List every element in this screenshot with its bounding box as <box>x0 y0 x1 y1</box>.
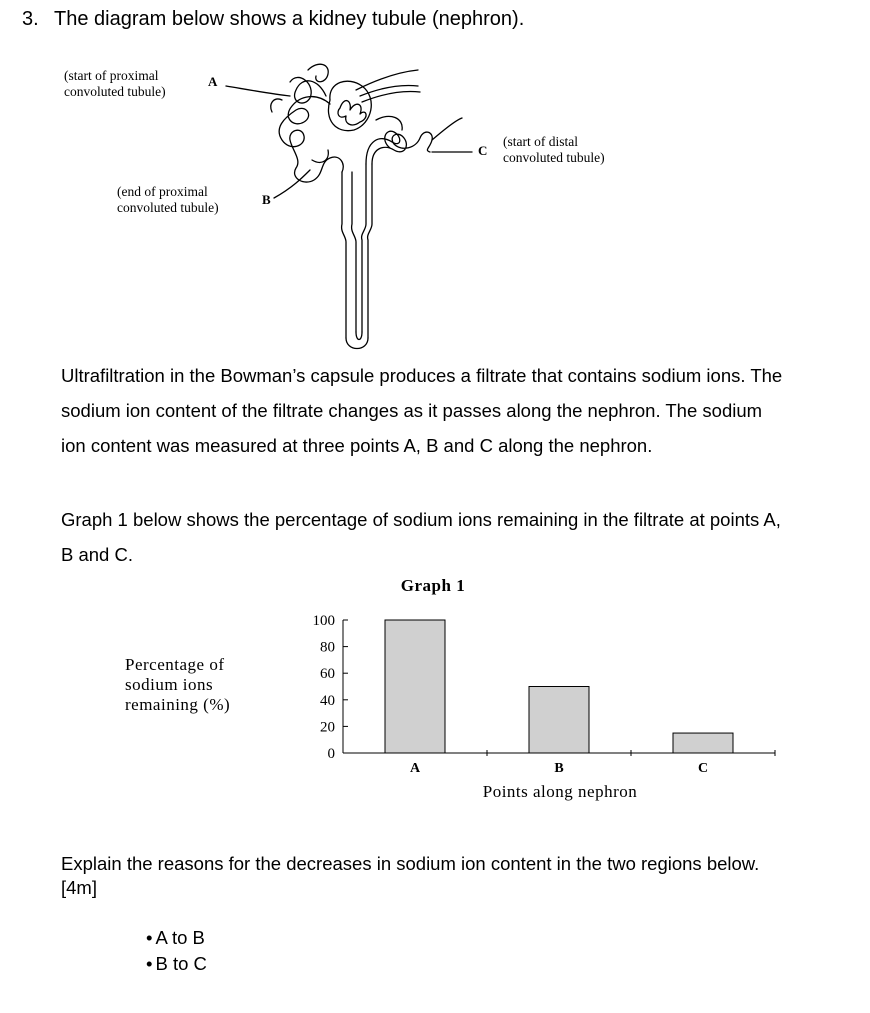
bar-chart <box>0 570 870 810</box>
question-number: 3. <box>22 8 39 30</box>
proximal-tubule <box>279 97 343 182</box>
marks-label: [4m] <box>61 877 97 898</box>
graph-intro-line-2: B and C. <box>61 544 133 565</box>
y-tick-label: 100 <box>312 613 335 629</box>
category-label-b: B <box>554 761 564 776</box>
ascending-limb <box>368 164 372 338</box>
y-axis-label-line-3: remaining (%) <box>125 695 231 714</box>
collecting-duct <box>432 118 462 140</box>
label-a-line2: convoluted tubule) <box>64 84 166 99</box>
label-c-line2: convoluted tubule) <box>503 150 605 165</box>
point-b-label: B <box>262 192 271 207</box>
leader-line-a <box>226 86 290 96</box>
nephron-drawing <box>0 0 870 360</box>
point-c-label: C <box>478 143 488 158</box>
bullet-item <box>146 925 207 951</box>
x-axis-label: Points along nephron <box>482 782 638 801</box>
label-a-line1: (start of proximal <box>64 68 159 83</box>
bullet-text-a-to-b: A to B <box>155 927 205 948</box>
descending-limb <box>342 172 346 338</box>
intro-paragraph <box>61 358 870 463</box>
label-c-line1: (start of distal <box>503 134 578 149</box>
intro-line-3: ion content was measured at three points A, B and C along the nephron. <box>61 435 653 456</box>
bullet-dot-icon: • <box>146 953 153 974</box>
bar-a <box>385 620 445 753</box>
category-label-a: A <box>409 761 421 776</box>
glomerulus <box>338 101 366 125</box>
y-tick-label: 40 <box>320 692 335 709</box>
intro-line-1: Ultrafiltration in the Bowman’s capsule produces a filtrate that contains sodium ions. The <box>61 365 783 386</box>
bullet-dot-icon: • <box>146 927 153 948</box>
nephron-diagram <box>0 0 870 360</box>
bar-c <box>673 733 733 753</box>
question-text: The diagram below shows a kidney tubule (nephron). <box>54 8 525 30</box>
chart-title: Graph 1 <box>400 576 466 595</box>
y-tick-label: 0 <box>327 746 335 762</box>
y-tick-label: 60 <box>320 666 335 683</box>
y-axis-label-line-1: Percentage of <box>125 655 225 674</box>
label-b <box>117 184 219 216</box>
bar-b <box>529 687 589 754</box>
graph-intro-paragraph <box>61 502 870 572</box>
graph-intro-line-1: Graph 1 below shows the percentage of sodium ions remaining in the filtrate at points A, <box>61 509 781 530</box>
point-a-label: A <box>208 74 218 89</box>
leader-line-b <box>274 170 310 198</box>
y-tick-label: 80 <box>320 639 335 656</box>
y-axis-label-line-2: sodium ions <box>125 675 214 694</box>
loop-of-henle <box>346 338 368 349</box>
label-b-line1: (end of proximal <box>117 184 208 199</box>
efferent-arteriole <box>356 70 418 90</box>
bullet-item <box>146 951 207 977</box>
bullet-text-b-to-c: B to C <box>155 953 207 974</box>
label-b-line2: convoluted tubule) <box>117 200 219 215</box>
bullet-list <box>146 925 207 977</box>
intro-line-2: sodium ion content of the filtrate changes as it passes along the nephron. The sodium <box>61 400 763 421</box>
category-label-c: C <box>697 761 709 776</box>
prompt-line-1: Explain the reasons for the decreases in sodium ion content in the two regions below. <box>61 853 760 874</box>
distal-tubule <box>372 132 432 164</box>
question-prompt <box>61 852 759 900</box>
label-a <box>64 68 166 100</box>
label-c <box>503 134 605 166</box>
y-tick-label: 20 <box>320 719 335 736</box>
